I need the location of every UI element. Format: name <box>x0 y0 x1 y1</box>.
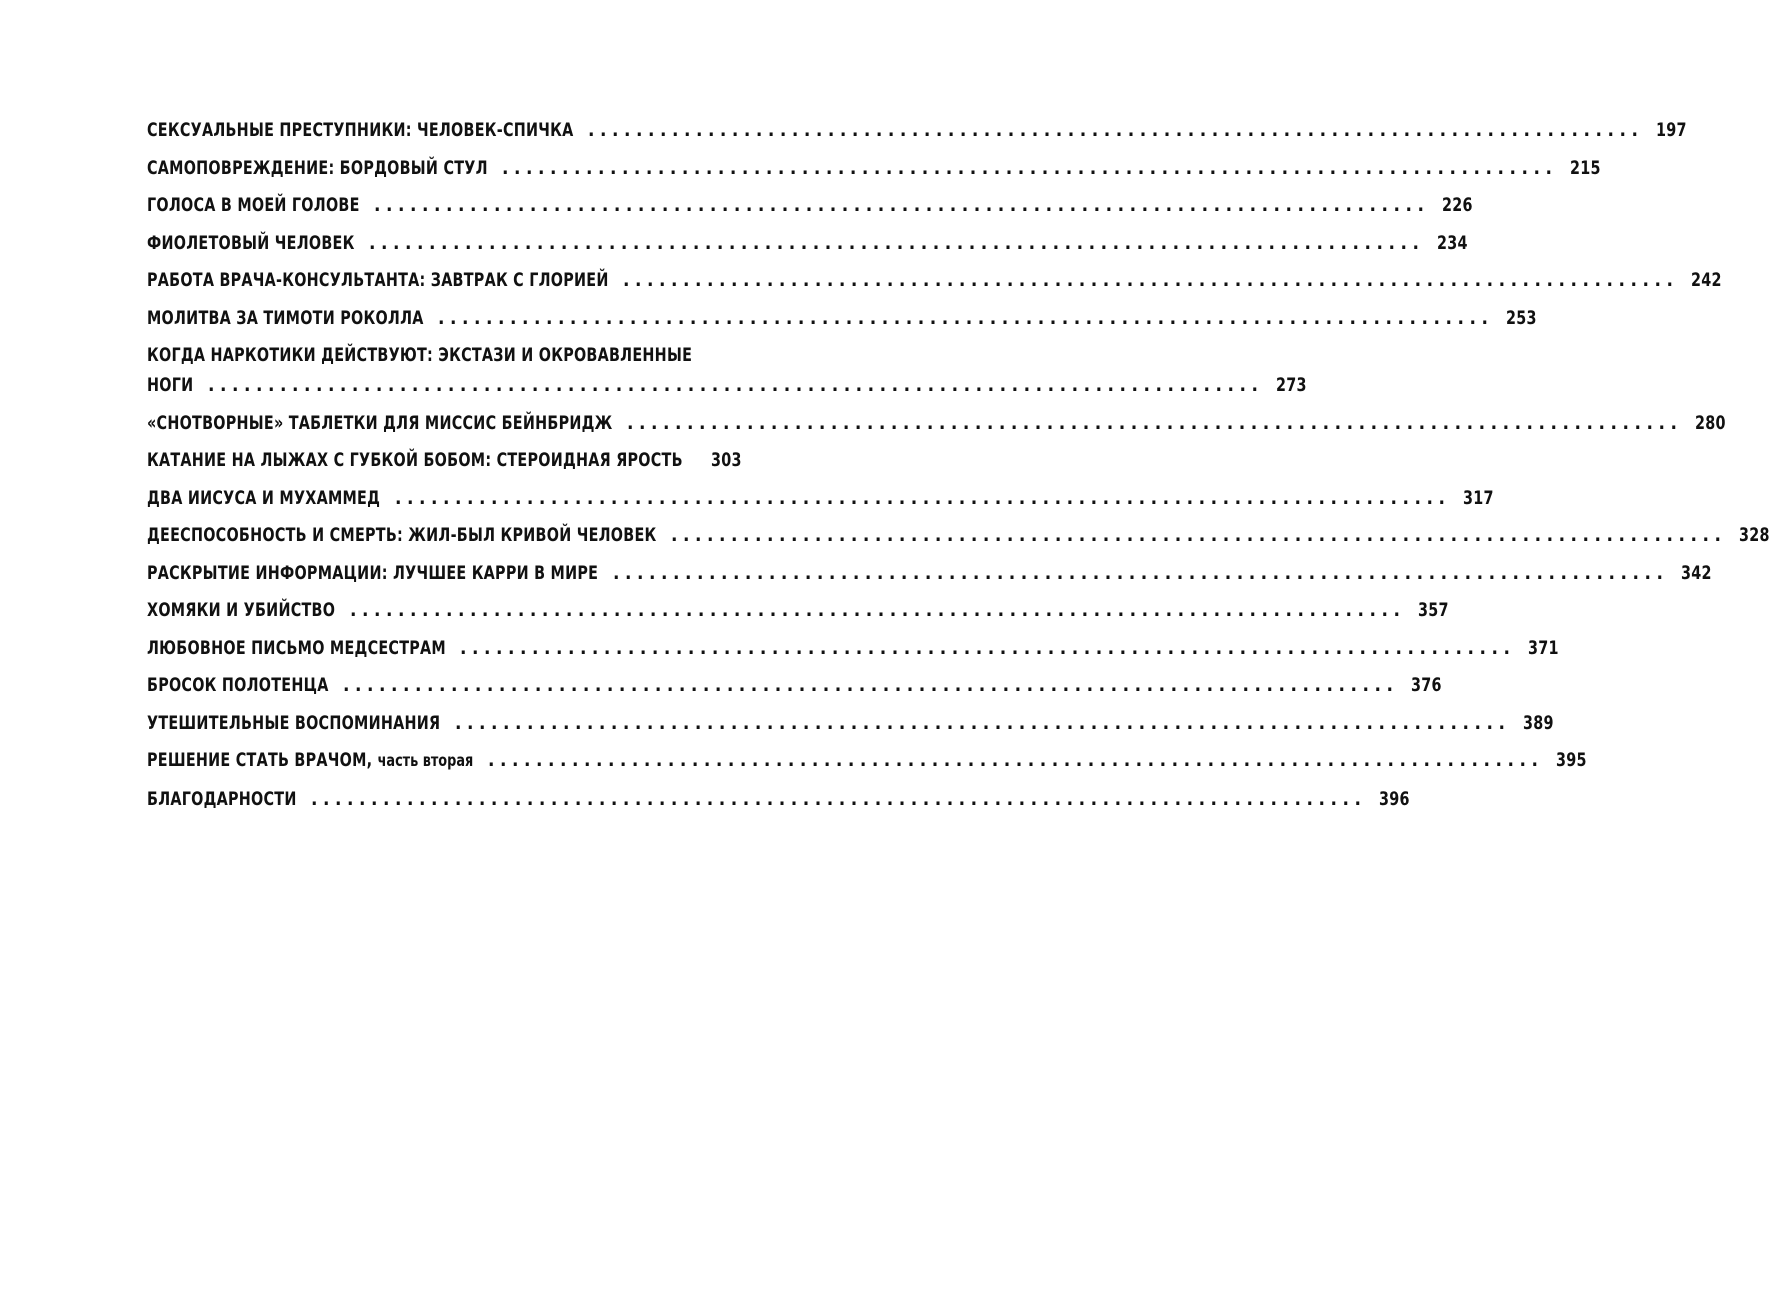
toc-entry-title: ГОЛОСА В МОЕЙ ГОЛОВЕ <box>147 194 360 216</box>
toc-entry <box>147 561 1713 585</box>
toc-entry-page: 317 <box>1463 486 1495 509</box>
toc-entry <box>147 448 742 472</box>
toc-entry-page: 215 <box>1570 156 1602 179</box>
toc-entry-page: 395 <box>1556 749 1588 771</box>
table-of-contents <box>147 118 1770 824</box>
toc-entry <box>147 748 1588 773</box>
toc-entry-title: РЕШЕНИЕ СТАТЬ ВРАЧОМ, <box>147 749 373 771</box>
toc-entry-title: ЛЮБОВНОЕ ПИСЬМО МЕДСЕСТРАМ <box>147 636 446 659</box>
toc-entry-title: УТЕШИТЕЛЬНЫЕ ВОСПОМИНАНИЯ <box>147 711 441 734</box>
toc-leader-dots: ........................................................................................ <box>502 156 1558 179</box>
toc-entry <box>147 787 1411 811</box>
toc-entry-title-continued: НОГИ <box>147 374 194 396</box>
toc-entry-page: 242 <box>1691 269 1723 291</box>
toc-entry-subtitle: часть вторая <box>377 751 474 771</box>
toc-leader-dots: ........................................................................................ <box>343 674 1399 696</box>
toc-entry-page: 197 <box>1656 119 1688 141</box>
toc-entry-page: 303 <box>710 449 742 471</box>
toc-entry-page: 280 <box>1695 411 1727 434</box>
toc-entry-page: 357 <box>1418 599 1450 621</box>
toc-entry-title: ФИОЛЕТОВЫЙ ЧЕЛОВЕК <box>147 231 355 254</box>
toc-entry <box>147 486 1495 510</box>
toc-entry <box>147 118 1688 142</box>
toc-entry <box>147 193 1474 217</box>
toc-entry <box>147 268 1723 292</box>
toc-entry-title: «СНОТВОРНЫЕ» ТАБЛЕТКИ ДЛЯ МИССИС БЕЙНБРИДЖ <box>147 411 613 434</box>
toc-entry-title: БРОСОК ПОЛОТЕНЦА <box>147 674 329 696</box>
toc-leader-dots: ........................................................................................ <box>627 411 1683 434</box>
toc-leader-dots: ........................................................................................ <box>613 561 1669 584</box>
toc-entry <box>147 231 1469 255</box>
toc-entry-title: САМОПОВРЕЖДЕНИЕ: БОРДОВЫЙ СТУЛ <box>147 156 488 179</box>
toc-entry-page: 342 <box>1681 561 1713 584</box>
toc-entry <box>147 523 1770 547</box>
toc-entry-page: 234 <box>1437 231 1469 254</box>
toc-leader-dots: ........................................................................................ <box>350 599 1406 621</box>
toc-entry-page: 396 <box>1379 787 1411 810</box>
toc-entry-title: ХОМЯКИ И УБИЙСТВО <box>147 599 336 621</box>
toc-entry-page: 328 <box>1739 524 1770 546</box>
toc-entry-page: 376 <box>1411 674 1443 696</box>
toc-leader-dots: ........................................................................................ <box>374 194 1430 216</box>
toc-entry-title: КАТАНИЕ НА ЛЫЖАХ С ГУБКОЙ БОБОМ: СТЕРОИДНАЯ ЯРОСТЬ <box>147 449 683 471</box>
toc-leader-dots: ........................................................................................ <box>438 306 1494 329</box>
toc-entry <box>147 156 1602 180</box>
toc-leader-dots: ........................................................................................ <box>623 269 1679 291</box>
toc-entry <box>147 673 1443 697</box>
toc-entry-title-group <box>147 748 473 773</box>
toc-leader-dots: ........................................................................................ <box>488 749 1544 771</box>
toc-entry-title: КОГДА НАРКОТИКИ ДЕЙСТВУЮТ: ЭКСТАЗИ И ОКРОВАВЛЕННЫЕ <box>147 344 693 366</box>
toc-entry <box>147 636 1560 660</box>
toc-leader-dots: ........................................................................................ <box>460 636 1516 659</box>
toc-leader-dots: ........................................................................................ <box>455 711 1511 734</box>
toc-entry-title: ДВА ИИСУСА И МУХАММЕД <box>147 486 381 509</box>
toc-entry-page: 389 <box>1523 711 1555 734</box>
toc-entry-page: 371 <box>1528 636 1560 659</box>
toc-entry-title: МОЛИТВА ЗА ТИМОТИ РОКОЛЛА <box>147 306 424 329</box>
toc-entry-title: РАБОТА ВРАЧА-КОНСУЛЬТАНТА: ЗАВТРАК С ГЛОРИЕЙ <box>147 269 609 291</box>
toc-entry <box>147 598 1450 622</box>
toc-entry <box>147 411 1727 435</box>
toc-leader-dots: ........................................................................................ <box>395 486 1451 509</box>
toc-entry-title: ДЕЕСПОСОБНОСТЬ И СМЕРТЬ: ЖИЛ-БЫЛ КРИВОЙ ЧЕЛОВЕК <box>147 524 657 546</box>
toc-entry-page: 253 <box>1506 306 1538 329</box>
toc-entry-title: СЕКСУАЛЬНЫЕ ПРЕСТУПНИКИ: ЧЕЛОВЕК-СПИЧКА <box>147 119 574 141</box>
toc-entry-page: 273 <box>1276 374 1308 396</box>
toc-leader-dots: ........................................................................................ <box>369 231 1425 254</box>
toc-leader-dots: ........................................................................................ <box>208 374 1264 396</box>
toc-entry-page: 226 <box>1442 194 1474 216</box>
toc-leader-dots: ........................................................................................ <box>588 119 1644 141</box>
toc-entry-continuation <box>147 373 1308 397</box>
toc-entry-title: БЛАГОДАРНОСТИ <box>147 787 297 810</box>
toc-entry-title: РАСКРЫТИЕ ИНФОРМАЦИИ: ЛУЧШЕЕ КАРРИ В МИРЕ <box>147 561 599 584</box>
toc-leader-dots: ........................................................................................ <box>311 787 1367 810</box>
toc-leader-dots: ........................................................................................ <box>671 524 1727 546</box>
toc-entry <box>147 711 1555 735</box>
toc-entry <box>147 343 1308 397</box>
toc-entry <box>147 306 1538 330</box>
toc-leader-dots <box>697 448 698 472</box>
